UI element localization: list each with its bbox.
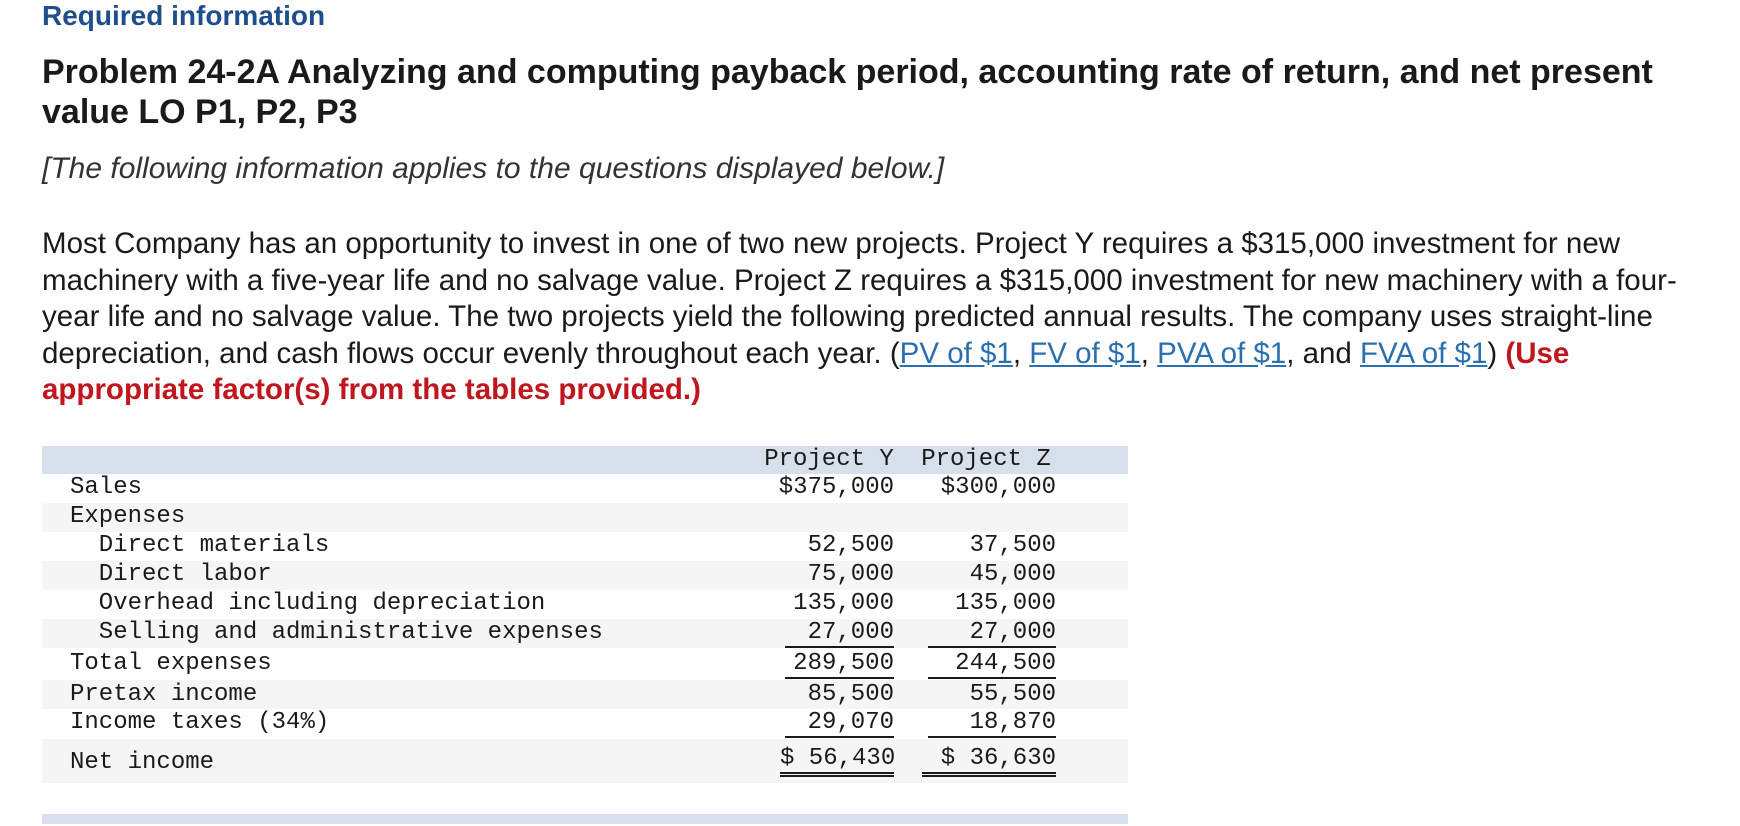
total-expenses-z: 244,500: [928, 650, 1056, 679]
col-header-project-y: Project Y: [764, 446, 894, 473]
fv-of-1-link[interactable]: FV of $1: [1029, 336, 1141, 370]
pv-of-1-link[interactable]: PV of $1: [899, 336, 1013, 370]
net-income-y: $ 56,430: [780, 745, 894, 777]
separator: ,: [1012, 336, 1030, 370]
description-text: Most Company has an opportunity to invest in one of two new projects. Project Y requires a $315,000 investment for new machinery with a five-year life and no salvage value. Project Z requires a $315,000 investment for new machinery with a four-year life and no salvage value. The two projects yield the following predicted annual results. The company uses straight-line depreciation, and cash flows occur evenly throughout each year. (: [42, 227, 1677, 370]
table-footer-band: [42, 814, 1128, 824]
row-label-selling-admin: Selling and administrative expenses: [70, 619, 603, 646]
row-label-net-income: Net income: [70, 749, 215, 776]
pva-of-1-link[interactable]: PVA of $1: [1157, 336, 1287, 370]
row-label-income-taxes: Income taxes (34%): [70, 709, 330, 736]
fva-of-1-link[interactable]: FVA of $1: [1360, 336, 1488, 370]
direct-labor-z: 45,000: [969, 561, 1056, 588]
direct-labor-y: 75,000: [807, 561, 894, 588]
pretax-income-z: 55,500: [969, 681, 1056, 708]
row-label-direct-materials: Direct materials: [70, 532, 330, 559]
separator: ,: [1140, 336, 1158, 370]
info-note: [The following information applies to the questions displayed below.]: [42, 152, 945, 185]
problem-description: [42, 226, 1712, 409]
table-row: [42, 503, 1128, 532]
row-label-expenses: Expenses: [70, 503, 186, 530]
total-expenses-y: 289,500: [785, 650, 894, 679]
col-header-project-z: Project Z: [921, 446, 1051, 473]
income-taxes-z: 18,870: [928, 709, 1056, 738]
direct-materials-z: 37,500: [969, 532, 1056, 559]
overhead-y: 135,000: [793, 590, 894, 617]
selling-admin-z: 27,000: [928, 619, 1056, 648]
income-taxes-y: 29,070: [785, 709, 894, 738]
pretax-income-y: 85,500: [807, 681, 894, 708]
overhead-z: 135,000: [955, 590, 1056, 617]
row-label-total-expenses: Total expenses: [70, 650, 272, 677]
table-spacer-row: [42, 783, 1128, 814]
separator: , and: [1286, 336, 1360, 370]
row-label-sales: Sales: [70, 474, 143, 501]
row-label-pretax-income: Pretax income: [70, 681, 258, 708]
sales-y: $375,000: [778, 474, 894, 501]
direct-materials-y: 52,500: [807, 532, 894, 559]
factor-instruction: (Use appropriate factor(s) from the tables provided.): [42, 336, 1570, 406]
row-label-overhead: Overhead including depreciation: [70, 590, 546, 617]
problem-title: Problem 24-2A Analyzing and computing payback period, accounting rate of return, and net present value LO P1, P2, P3: [42, 53, 1653, 131]
net-income-z: $ 36,630: [922, 745, 1056, 777]
row-label-direct-labor: Direct labor: [70, 561, 272, 588]
selling-admin-y: 27,000: [785, 619, 894, 648]
close-paren: ): [1487, 336, 1498, 370]
required-information-heading: Required information: [42, 0, 326, 31]
sales-z: $300,000: [940, 474, 1056, 501]
